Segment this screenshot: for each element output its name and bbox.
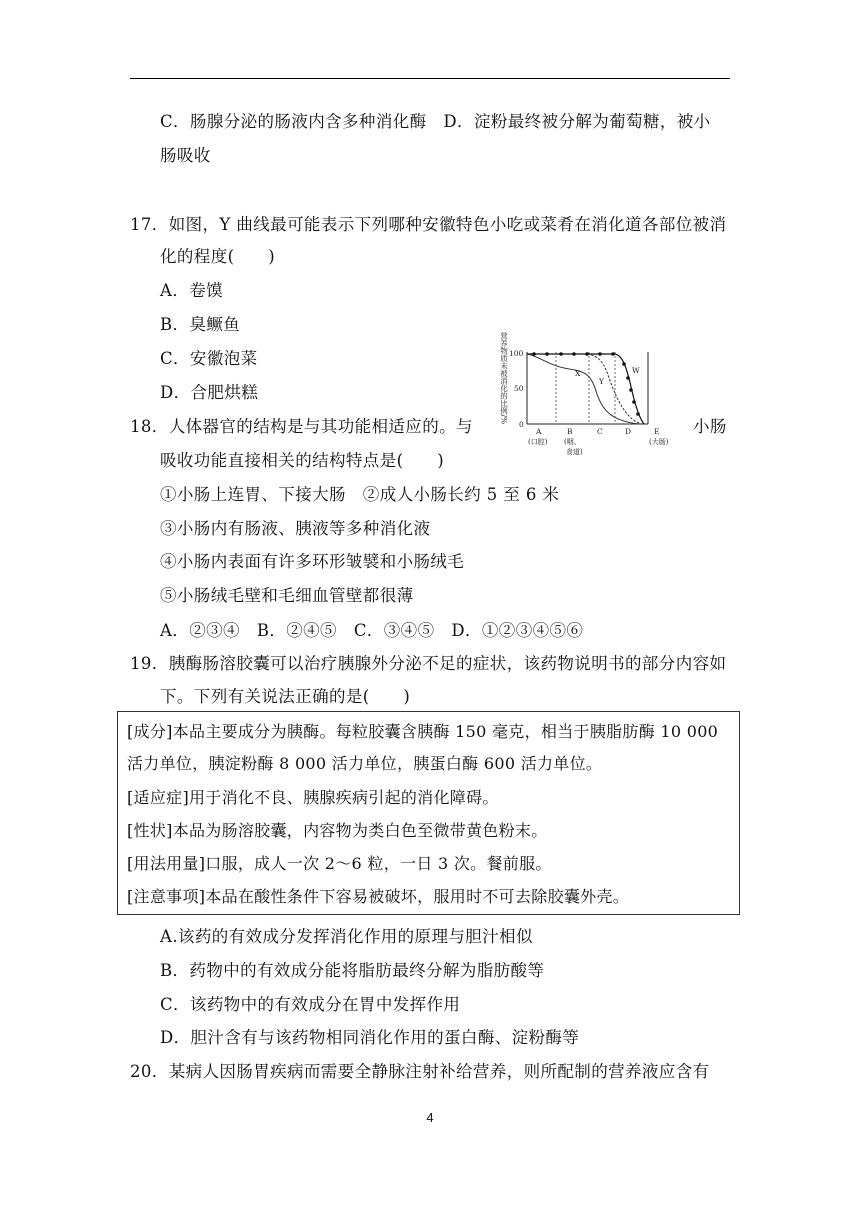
w-point (626, 376, 630, 380)
digestion-curve-figure (494, 326, 694, 464)
q18-item-5: ⑤小肠绒毛壁和毛细血管壁都很薄 (160, 586, 414, 605)
q17-stem: 17．如图，Y 曲线最可能表示下列哪种安徽特色小吃或菜肴在消化道各部位被消 (130, 215, 727, 234)
label-y: Y (599, 377, 604, 386)
q17-option-c: C．安徽泡菜 (160, 349, 258, 368)
section-c: C (597, 427, 603, 436)
section-dividers (556, 352, 615, 424)
note-esophagus: 食道) (566, 448, 583, 456)
header-rule (130, 78, 730, 79)
section-d: D (625, 427, 632, 436)
page-number: 4 (426, 1110, 434, 1125)
label-x: X (575, 369, 581, 378)
q19-option-a: A.该药的有效成分发挥消化作用的原理与胆汁相似 (160, 927, 533, 946)
w-point (632, 400, 636, 404)
q18-stem: 18．人体器官的结构是与其功能相适应的。与 (130, 417, 473, 436)
q16-option-cd-cont: 肠吸收 (160, 146, 211, 165)
ytick-0: 0 (519, 420, 524, 429)
q19-option-c: C．该药物中的有效成分在胃中发挥作用 (160, 995, 461, 1014)
q17-option-a: A．卷馍 (160, 281, 224, 300)
q18-stem-cont: 吸收功能直接相关的结构特点是( ) (160, 451, 445, 470)
q19-stem: 19．胰酶肠溶胶囊可以治疗胰腺外分泌不足的症状，该药物说明书的部分内容如 (130, 654, 727, 673)
figure-ylabel: 营养物质未被消化的比例/% (499, 332, 509, 425)
w-point (611, 352, 615, 356)
q18-item-4: ④小肠内表面有许多环形皱襞和小肠绒毛 (160, 552, 465, 571)
note-mouth: (口腔) (528, 438, 548, 446)
section-b: B (567, 427, 573, 436)
q17-option-d: D．合肥烘糕 (160, 383, 259, 402)
curve-x (527, 354, 639, 424)
ytick-100: 100 (509, 349, 524, 358)
box-precautions: [注意事项]本品在酸性条件下容易被破坏，服用时不可去除胶囊外壳。 (127, 887, 630, 906)
q18-item-1-2: ①小肠上连胃、下接大肠 ②成人小肠长约 5 至 6 米 (160, 485, 560, 504)
box-indications: [适应症]用于消化不良、胰腺疾病引起的消化障碍。 (127, 788, 499, 807)
q19-option-b: B．药物中的有效成分能将脂肪最终分解为脂肪酸等 (160, 961, 545, 980)
q18-stem-tail: 小肠 (693, 417, 727, 436)
q16-option-cd: C．肠腺分泌的肠液内含多种消化酶 D．淀粉最终被分解为葡萄糖，被小 (160, 112, 711, 131)
w-point (559, 352, 563, 356)
w-point (585, 352, 589, 356)
w-point (629, 388, 633, 392)
note-pharynx: (咽、 (564, 438, 581, 446)
note-large-intestine: (大肠) (649, 438, 669, 446)
label-w: W (632, 366, 640, 375)
q18-options: A．②③④ B．②④⑤ C．③④⑤ D．①②③④⑤⑥ (160, 621, 584, 640)
w-point (532, 352, 536, 356)
q20-stem: 20．某病人因肠胃疾病而需要全静脉注射补给营养，则所配制的营养液应含有 (130, 1062, 710, 1081)
section-a: A (536, 427, 542, 436)
box-ingredients: [成分]本品主要成分为胰酶。每粒胶囊含胰酶 150 毫克，相当于胰脂肪酶 10 000 (127, 722, 719, 741)
section-e: E (654, 427, 660, 436)
q19-stem-cont: 下。下列有关说法正确的是( ) (160, 687, 411, 706)
box-properties: [性状]本品为肠溶胶囊，内容物为类白色至微带黄色粉末。 (127, 821, 548, 840)
drug-instructions-box (117, 711, 740, 915)
box-ingredients-cont: 活力单位，胰淀粉酶 8 000 活力单位，胰蛋白酶 600 活力单位。 (127, 754, 603, 773)
ytick-50: 50 (514, 384, 524, 393)
box-dosage: [用法用量]口服，成人一次 2～6 粒，一日 3 次。餐前服。 (127, 854, 552, 873)
q17-stem-cont: 化的程度( ) (160, 247, 276, 266)
q18-item-3: ③小肠内有肠液、胰液等多种消化液 (160, 519, 431, 538)
q17-option-b: B．臭鳜鱼 (160, 315, 241, 334)
w-point (572, 352, 576, 356)
w-point (636, 412, 640, 416)
q19-option-d: D．胆汁含有与该药物相同消化作用的蛋白酶、淀粉酶等 (160, 1028, 580, 1047)
w-point (622, 362, 626, 366)
w-point (545, 352, 549, 356)
w-point (598, 352, 602, 356)
